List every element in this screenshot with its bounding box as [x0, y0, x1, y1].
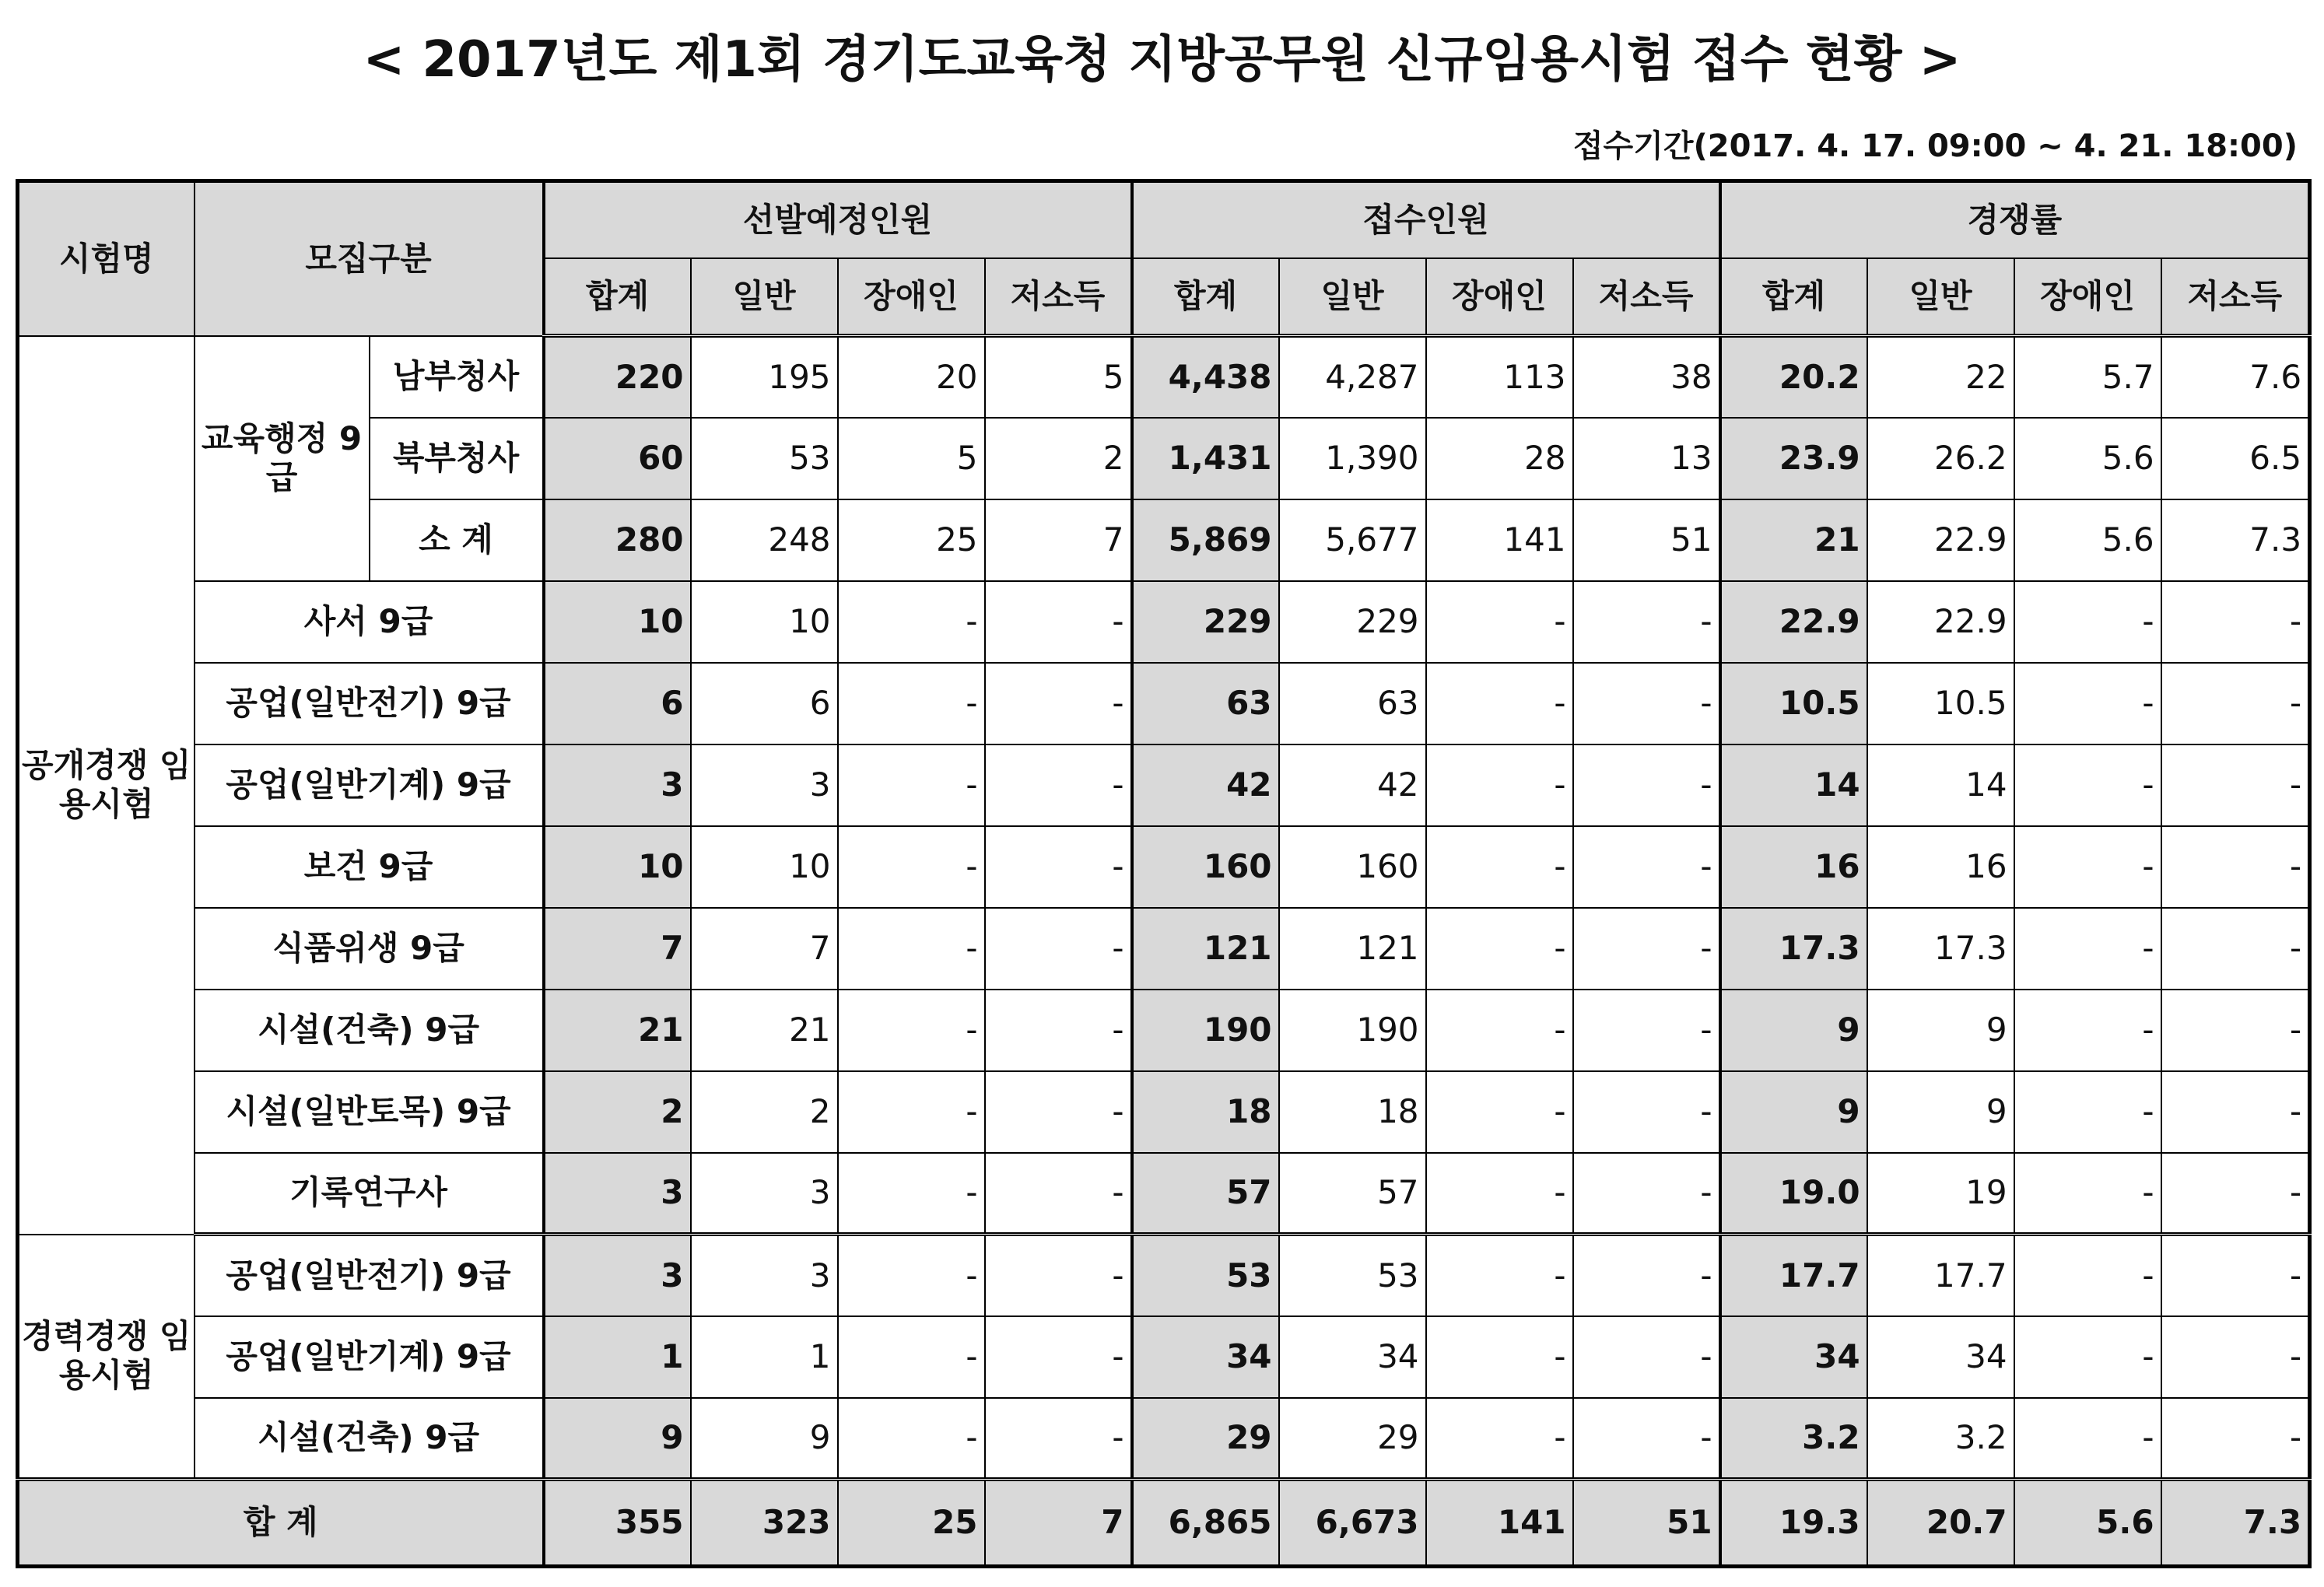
value-cell: 7.6	[2161, 336, 2310, 418]
value-cell: -	[1573, 1153, 1720, 1235]
value-cell: 29	[1279, 1398, 1426, 1480]
value-cell: 34	[1867, 1316, 2014, 1398]
table-row	[18, 581, 2310, 663]
value-cell: 229	[1279, 581, 1426, 663]
subtotal-cell: 53	[1132, 1235, 1279, 1316]
value-cell: -	[2161, 1316, 2310, 1398]
category-label: 보건 9급	[195, 826, 544, 908]
value-cell: 5	[838, 418, 985, 499]
category-label: 식품위생 9급	[195, 908, 544, 990]
total-label: 합 계	[18, 1480, 544, 1567]
value-cell: -	[838, 1398, 985, 1480]
subtotal-cell: 60	[544, 418, 691, 499]
value-cell: -	[985, 581, 1132, 663]
subtotal-cell: 17.7	[1720, 1235, 1867, 1316]
value-cell: 3	[691, 1153, 838, 1235]
table-row	[18, 1398, 2310, 1480]
value-cell: -	[2161, 908, 2310, 990]
value-cell: 22	[1867, 336, 2014, 418]
header-sub-total: 합계	[1720, 258, 1867, 336]
header-sub-low-income: 저소득	[985, 258, 1132, 336]
value-cell: -	[2161, 1235, 2310, 1316]
header-recruit-category: 모집구분	[195, 181, 544, 336]
value-cell: -	[1426, 744, 1573, 826]
value-cell: -	[1426, 826, 1573, 908]
value-cell: -	[985, 744, 1132, 826]
subtotal-cell: 3.2	[1720, 1398, 1867, 1480]
header-sub-disabled: 장애인	[838, 258, 985, 336]
value-cell: 22.9	[1867, 499, 2014, 581]
table-row	[18, 1071, 2310, 1153]
value-cell: -	[838, 581, 985, 663]
header-sub-disabled: 장애인	[1426, 258, 1573, 336]
value-cell: 53	[1279, 1235, 1426, 1316]
category-label: 공업(일반기계) 9급	[195, 744, 544, 826]
value-cell: 10	[691, 826, 838, 908]
subtotal-cell: 10	[544, 581, 691, 663]
value-cell: 38	[1573, 336, 1720, 418]
value-cell: 26.2	[1867, 418, 2014, 499]
table-row	[18, 826, 2310, 908]
subtotal-cell: 63	[1132, 663, 1279, 744]
value-cell: -	[838, 826, 985, 908]
value-cell: 1	[691, 1316, 838, 1398]
value-cell: 25	[838, 499, 985, 581]
header-sub-total: 합계	[544, 258, 691, 336]
value-cell: -	[2014, 581, 2161, 663]
value-cell: 141	[1426, 499, 1573, 581]
table-row	[18, 1153, 2310, 1235]
value-cell: 18	[1279, 1071, 1426, 1153]
total-cell: 51	[1573, 1480, 1720, 1567]
value-cell: -	[985, 1071, 1132, 1153]
total-cell: 7.3	[2161, 1480, 2310, 1567]
subtotal-cell: 3	[544, 1235, 691, 1316]
table-row	[18, 336, 2310, 418]
value-cell: 5.7	[2014, 336, 2161, 418]
value-cell: 22.9	[1867, 581, 2014, 663]
subtotal-cell: 160	[1132, 826, 1279, 908]
total-cell: 25	[838, 1480, 985, 1567]
value-cell: 13	[1573, 418, 1720, 499]
value-cell: -	[2161, 990, 2310, 1071]
total-cell: 20.7	[1867, 1480, 2014, 1567]
value-cell: -	[1573, 581, 1720, 663]
table-row	[18, 1316, 2310, 1398]
value-cell: -	[2161, 581, 2310, 663]
value-cell: -	[1426, 581, 1573, 663]
value-cell: 53	[691, 418, 838, 499]
subtotal-cell: 190	[1132, 990, 1279, 1071]
value-cell: 21	[691, 990, 838, 1071]
application-status-table	[16, 179, 2312, 1568]
value-cell: -	[838, 744, 985, 826]
total-cell: 6,865	[1132, 1480, 1279, 1567]
value-cell: 5	[985, 336, 1132, 418]
total-row	[18, 1480, 2310, 1567]
value-cell: 10.5	[1867, 663, 2014, 744]
value-cell: -	[1426, 1071, 1573, 1153]
value-cell: -	[2161, 1153, 2310, 1235]
subtotal-cell: 2	[544, 1071, 691, 1153]
subtotal-cell: 7	[544, 908, 691, 990]
document-title: < 2017년도 제1회 경기도교육청 지방공무원 신규임용시험 접수 현황 >	[363, 31, 1961, 89]
value-cell: -	[1573, 908, 1720, 990]
category-label: 공업(일반기계) 9급	[195, 1316, 544, 1398]
value-cell: 195	[691, 336, 838, 418]
value-cell: -	[1573, 1071, 1720, 1153]
total-cell: 323	[691, 1480, 838, 1567]
value-cell: 160	[1279, 826, 1426, 908]
value-cell: -	[838, 1071, 985, 1153]
value-cell: 42	[1279, 744, 1426, 826]
value-cell: -	[985, 1235, 1132, 1316]
subtotal-cell: 23.9	[1720, 418, 1867, 499]
header-group-selection: 선발예정인원	[544, 181, 1132, 259]
value-cell: 9	[1867, 990, 2014, 1071]
value-cell: 9	[1867, 1071, 2014, 1153]
total-cell: 7	[985, 1480, 1132, 1567]
value-cell: 190	[1279, 990, 1426, 1071]
subtotal-cell: 280	[544, 499, 691, 581]
category-label: 소 계	[370, 499, 544, 581]
subtotal-cell: 9	[1720, 1071, 1867, 1153]
value-cell: -	[985, 1153, 1132, 1235]
header-sub-low-income: 저소득	[2161, 258, 2310, 336]
table-row	[18, 990, 2310, 1071]
value-cell: 113	[1426, 336, 1573, 418]
value-cell: 248	[691, 499, 838, 581]
value-cell: -	[1426, 663, 1573, 744]
subtotal-cell: 29	[1132, 1398, 1279, 1480]
header-sub-low-income: 저소득	[1573, 258, 1720, 336]
subtotal-cell: 4,438	[1132, 336, 1279, 418]
value-cell: -	[838, 908, 985, 990]
subtotal-cell: 22.9	[1720, 581, 1867, 663]
value-cell: 6.5	[2161, 418, 2310, 499]
value-cell: -	[2161, 1071, 2310, 1153]
value-cell: -	[838, 1316, 985, 1398]
value-cell: 6	[691, 663, 838, 744]
value-cell: 3.2	[1867, 1398, 2014, 1480]
value-cell: 57	[1279, 1153, 1426, 1235]
total-cell: 5.6	[2014, 1480, 2161, 1567]
value-cell: 17.3	[1867, 908, 2014, 990]
value-cell: -	[1573, 663, 1720, 744]
value-cell: -	[2161, 663, 2310, 744]
table-body	[18, 336, 2310, 1480]
subtotal-cell: 1	[544, 1316, 691, 1398]
table-row	[18, 744, 2310, 826]
category-label: 북부청사	[370, 418, 544, 499]
value-cell: -	[2014, 744, 2161, 826]
value-cell: -	[2014, 1071, 2161, 1153]
value-cell: 5.6	[2014, 499, 2161, 581]
value-cell: -	[1573, 1398, 1720, 1480]
value-cell: -	[985, 908, 1132, 990]
subtotal-cell: 10	[544, 826, 691, 908]
value-cell: -	[838, 663, 985, 744]
application-period: 접수기간(2017. 4. 17. 09:00 ~ 4. 21. 18:00)	[1572, 128, 2298, 164]
subtotal-cell: 9	[1720, 990, 1867, 1071]
category-label: 시설(건축) 9급	[195, 990, 544, 1071]
category-label: 시설(일반토목) 9급	[195, 1071, 544, 1153]
subtotal-cell: 19.0	[1720, 1153, 1867, 1235]
value-cell: -	[1573, 1235, 1720, 1316]
table-row	[18, 1235, 2310, 1316]
value-cell: 3	[691, 744, 838, 826]
category-label: 공업(일반전기) 9급	[195, 663, 544, 744]
table-header	[18, 181, 2310, 336]
total-cell: 141	[1426, 1480, 1573, 1567]
header-group-ratio: 경쟁률	[1720, 181, 2310, 259]
category-label: 사서 9급	[195, 581, 544, 663]
value-cell: -	[985, 1398, 1132, 1480]
value-cell: 10	[691, 581, 838, 663]
category-label: 공업(일반전기) 9급	[195, 1235, 544, 1316]
value-cell: 7	[985, 499, 1132, 581]
value-cell: 1,390	[1279, 418, 1426, 499]
subtotal-cell: 3	[544, 1153, 691, 1235]
subtotal-cell: 34	[1720, 1316, 1867, 1398]
value-cell: -	[1426, 1153, 1573, 1235]
category-label: 기록연구사	[195, 1153, 544, 1235]
value-cell: 5,677	[1279, 499, 1426, 581]
value-cell: 14	[1867, 744, 2014, 826]
value-cell: -	[1426, 990, 1573, 1071]
value-cell: -	[1426, 908, 1573, 990]
subtotal-cell: 3	[544, 744, 691, 826]
value-cell: 19	[1867, 1153, 2014, 1235]
subtotal-cell: 220	[544, 336, 691, 418]
subtotal-cell: 14	[1720, 744, 1867, 826]
value-cell: -	[2014, 1235, 2161, 1316]
value-cell: -	[2161, 744, 2310, 826]
value-cell: -	[2014, 990, 2161, 1071]
value-cell: -	[2161, 826, 2310, 908]
subtotal-cell: 16	[1720, 826, 1867, 908]
value-cell: 51	[1573, 499, 1720, 581]
table-row	[18, 663, 2310, 744]
header-sub-general: 일반	[1279, 258, 1426, 336]
exam-type-label: 경력경쟁 임용시험	[18, 1235, 195, 1480]
value-cell: 5.6	[2014, 418, 2161, 499]
subtotal-cell: 9	[544, 1398, 691, 1480]
value-cell: 3	[691, 1235, 838, 1316]
category-label: 남부청사	[370, 336, 544, 418]
value-cell: -	[2014, 908, 2161, 990]
header-exam-name: 시험명	[18, 181, 195, 336]
subtotal-cell: 20.2	[1720, 336, 1867, 418]
value-cell: 17.7	[1867, 1235, 2014, 1316]
value-cell: -	[1426, 1316, 1573, 1398]
value-cell: -	[2014, 1153, 2161, 1235]
total-cell: 6,673	[1279, 1480, 1426, 1567]
value-cell: 63	[1279, 663, 1426, 744]
total-cell: 355	[544, 1480, 691, 1567]
subtotal-cell: 10.5	[1720, 663, 1867, 744]
value-cell: 34	[1279, 1316, 1426, 1398]
value-cell: 9	[691, 1398, 838, 1480]
header-sub-general: 일반	[691, 258, 838, 336]
value-cell: -	[1573, 990, 1720, 1071]
subtotal-cell: 121	[1132, 908, 1279, 990]
table-row	[18, 908, 2310, 990]
value-cell: 121	[1279, 908, 1426, 990]
value-cell: -	[985, 826, 1132, 908]
value-cell: 20	[838, 336, 985, 418]
header-sub-disabled: 장애인	[2014, 258, 2161, 336]
value-cell: -	[985, 663, 1132, 744]
subtotal-cell: 5,869	[1132, 499, 1279, 581]
value-cell: -	[1426, 1398, 1573, 1480]
subtotal-cell: 17.3	[1720, 908, 1867, 990]
value-cell: 7	[691, 908, 838, 990]
value-cell: -	[1573, 1316, 1720, 1398]
value-cell: -	[985, 1316, 1132, 1398]
total-cell: 19.3	[1720, 1480, 1867, 1567]
header-sub-general: 일반	[1867, 258, 2014, 336]
value-cell: 2	[985, 418, 1132, 499]
subtotal-cell: 34	[1132, 1316, 1279, 1398]
table-footer	[18, 1480, 2310, 1567]
subtotal-cell: 57	[1132, 1153, 1279, 1235]
value-cell: -	[2161, 1398, 2310, 1480]
value-cell: 28	[1426, 418, 1573, 499]
header-group-applicants: 접수인원	[1132, 181, 1720, 259]
value-cell: 4,287	[1279, 336, 1426, 418]
header-sub-total: 합계	[1132, 258, 1279, 336]
subtotal-cell: 21	[544, 990, 691, 1071]
value-cell: -	[2014, 1316, 2161, 1398]
value-cell: 7.3	[2161, 499, 2310, 581]
subtotal-cell: 6	[544, 663, 691, 744]
value-cell: -	[1573, 744, 1720, 826]
subtotal-cell: 229	[1132, 581, 1279, 663]
subtotal-cell: 42	[1132, 744, 1279, 826]
value-cell: 2	[691, 1071, 838, 1153]
value-cell: -	[2014, 826, 2161, 908]
value-cell: -	[838, 990, 985, 1071]
value-cell: -	[1573, 826, 1720, 908]
category-label: 시설(건축) 9급	[195, 1398, 544, 1480]
value-cell: -	[838, 1153, 985, 1235]
value-cell: -	[838, 1235, 985, 1316]
value-cell: 16	[1867, 826, 2014, 908]
value-cell: -	[2014, 1398, 2161, 1480]
exam-type-label: 공개경쟁 임용시험	[18, 336, 195, 1235]
subtotal-cell: 18	[1132, 1071, 1279, 1153]
value-cell: -	[985, 990, 1132, 1071]
value-cell: -	[2014, 663, 2161, 744]
value-cell: -	[1426, 1235, 1573, 1316]
subtotal-cell: 21	[1720, 499, 1867, 581]
subtotal-cell: 1,431	[1132, 418, 1279, 499]
category-group-label: 교육행정 9급	[195, 336, 370, 581]
